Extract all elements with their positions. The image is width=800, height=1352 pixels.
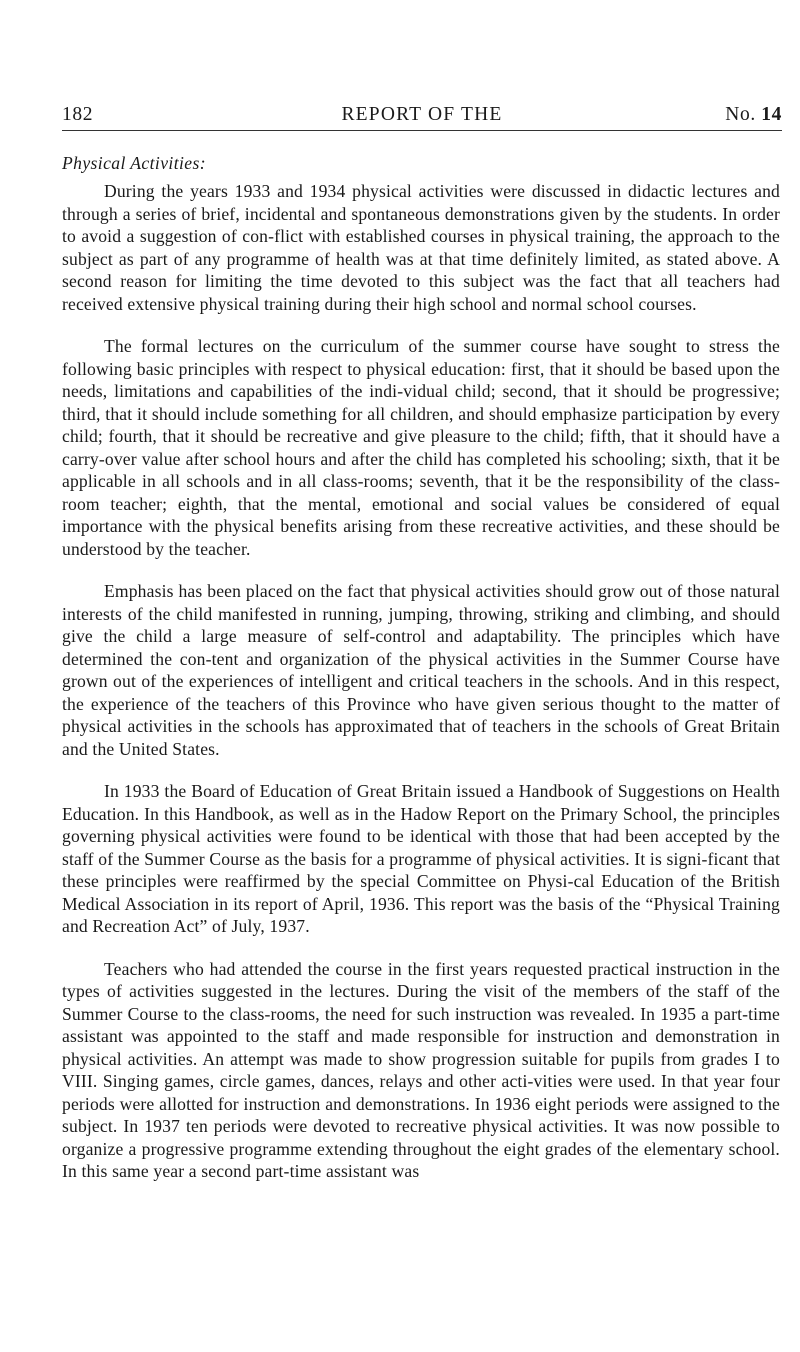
document-body xyxy=(62,152,780,1203)
paragraph: Emphasis has been placed on the fact that physical activities should grow out of those natural interests of the child manifested in running, jumping, throwing, striking and climbing, and should give the child a large measure of self-control and adaptability. The principles which have determined the con-tent and organization of the physical activities in the Summer Course have grown out of the experiences of intelligent and critical teachers in the schools. And in this respect, the experience of the teachers of this Province who have given serious thought to the matter of physical activities in the schools has approximated that of teachers in the schools of Great Britain and the United States. xyxy=(62,581,780,759)
paragraph: In 1933 the Board of Education of Great Britain issued a Handbook of Suggestions on Health Education. In this Handbook, as well as in the Hadow Report on the Primary School, the principles governing physical activities were found to be identical with those that had been accepted by the staff of the Summer Course as the basis for a programme of physical activities. It is signi-ficant that these principles were reaffirmed by the special Committee on Physi-cal Education of the British Medical Association in its report of April, 1936. This report was the basis of the “Physical Training and Recreation Act” of July, 1937. xyxy=(62,781,780,936)
section-title: Physical Activities: xyxy=(62,153,206,173)
running-title: REPORT OF THE xyxy=(341,104,503,125)
issue-number xyxy=(725,104,782,126)
paragraph: During the years 1933 and 1934 physical activities were discussed in didactic lectures and through a series of brief, incidental and spontaneous demonstrations given by the students. In order to avoid a suggestion of con-flict with established courses in physical training, the approach to the subject as part of any programme of health was at that time definitely limited, as stated above. A second reason for limiting the time devoted to this subject was the fact that all teachers had received extensive physical training during their high school and normal school courses. xyxy=(62,181,780,314)
paragraph: Teachers who had attended the course in the first years requested practical instruction in the types of activities suggested in the lectures. During the visit of the members of the staff of the Summer Course to the class-rooms, the need for such instruction was revealed. In 1935 a part-time assistant was appointed to the staff and made responsible for instruction and demonstration in physical activities. An attempt was made to show progression suitable for pupils from grades I to VIII. Singing games, circle games, dances, relays and other acti-vities were used. In that year four periods were allotted for instruction and demonstrations. In 1936 eight periods were assigned to the subject. In 1937 ten periods were devoted to recreative physical activities. It was now possible to organize a progressive programme extending throughout the eight grades of the elementary school. In this same year a second part-time assistant was xyxy=(62,958,780,1181)
header-rule xyxy=(62,130,782,131)
paragraph: The formal lectures on the curriculum of the summer course have sought to stress the following basic principles with respect to physical education: first, that it should be based upon the needs, limitations and capabilities of the indi-vidual child; second, that it should be progressive; third, that it should include something for all children, and should emphasize participation by every child; fourth, that it should be recreative and give pleasure to the child; fifth, that it should have a carry-over value after school hours and after the child has completed his schooling; sixth, that it be applicable in all schools and in all class-rooms; seventh, that it be the responsibility of the class-room teacher; eighth, that the mental, emotional and social values be considered of equal importance with the physical benefits arising from these recreative activities, and these should be understood by the teacher. xyxy=(62,336,780,559)
page-number: 182 xyxy=(62,104,94,125)
issue-value: 14 xyxy=(761,104,782,125)
issue-label: No. xyxy=(725,104,756,125)
